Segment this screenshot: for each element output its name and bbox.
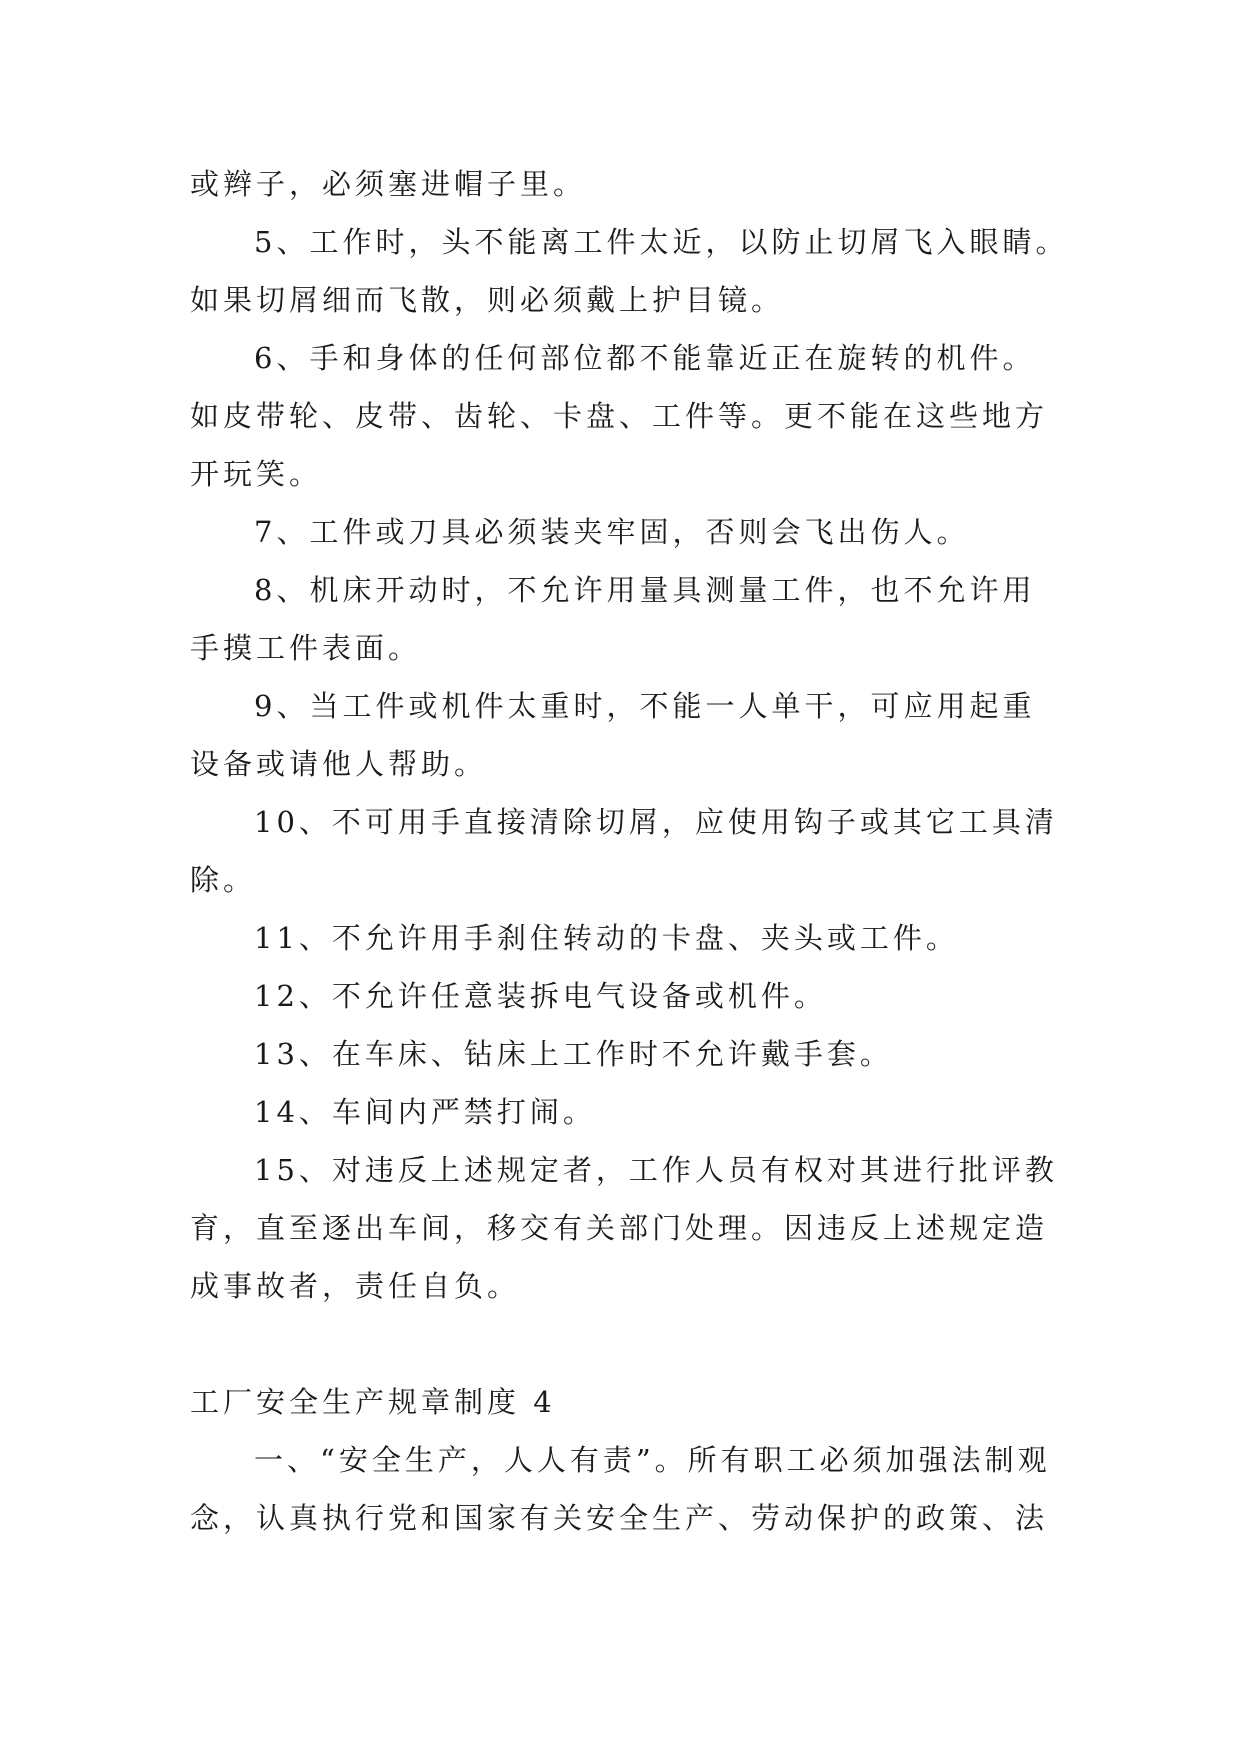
paragraph-line: 15、对违反上述规定者，工作人员有权对其进行批评教 xyxy=(254,1153,1058,1187)
paragraph-line: 6、手和身体的任何部位都不能靠近正在旋转的机件。 xyxy=(254,341,1036,375)
paragraph-line: 5、工作时，头不能离工件太近，以防止切屑飞入眼睛。 xyxy=(254,225,1069,259)
paragraph-line: 10、不可用手直接清除切屑，应使用钩子或其它工具清 xyxy=(254,805,1058,839)
paragraph-line: 8、机床开动时，不允许用量具测量工件，也不允许用 xyxy=(254,573,1036,607)
paragraph-line: 11、不允许用手刹住转动的卡盘、夹头或工件。 xyxy=(254,921,959,955)
paragraph-line: 念，认真执行党和国家有关安全生产、劳动保护的政策、法 xyxy=(190,1501,1049,1535)
paragraph-line: 开玩笑。 xyxy=(190,457,323,491)
paragraph-line: 除。 xyxy=(190,863,257,897)
paragraph-line: 14、车间内严禁打闹。 xyxy=(254,1095,596,1129)
paragraph-line: 成事故者，责任自负。 xyxy=(190,1269,521,1303)
paragraph-line: 或辫子，必须塞进帽子里。 xyxy=(190,167,587,201)
paragraph-line: 设备或请他人帮助。 xyxy=(190,747,488,781)
paragraph-line: 育，直至逐出车间，移交有关部门处理。因违反上述规定造 xyxy=(190,1211,1049,1245)
paragraph-line: 手摸工件表面。 xyxy=(190,631,422,665)
paragraph-line: 12、不允许任意装拆电气设备或机件。 xyxy=(254,979,827,1013)
paragraph-line: 如皮带轮、皮带、齿轮、卡盘、工件等。更不能在这些地方 xyxy=(190,399,1049,433)
paragraph-line: 7、工件或刀具必须装夹牢固，否则会飞出伤人。 xyxy=(254,515,970,549)
section-heading: 工厂安全生产规章制度 4 xyxy=(190,1385,556,1419)
paragraph-line: 如果切屑细而飞散，则必须戴上护目镜。 xyxy=(190,283,785,317)
paragraph-line: 9、当工件或机件太重时，不能一人单干，可应用起重 xyxy=(254,689,1036,723)
paragraph-line: 一、“安全生产，人人有责”。所有职工必须加强法制观 xyxy=(254,1443,1051,1477)
paragraph-line: 13、在车床、钻床上工作时不允许戴手套。 xyxy=(254,1037,893,1071)
